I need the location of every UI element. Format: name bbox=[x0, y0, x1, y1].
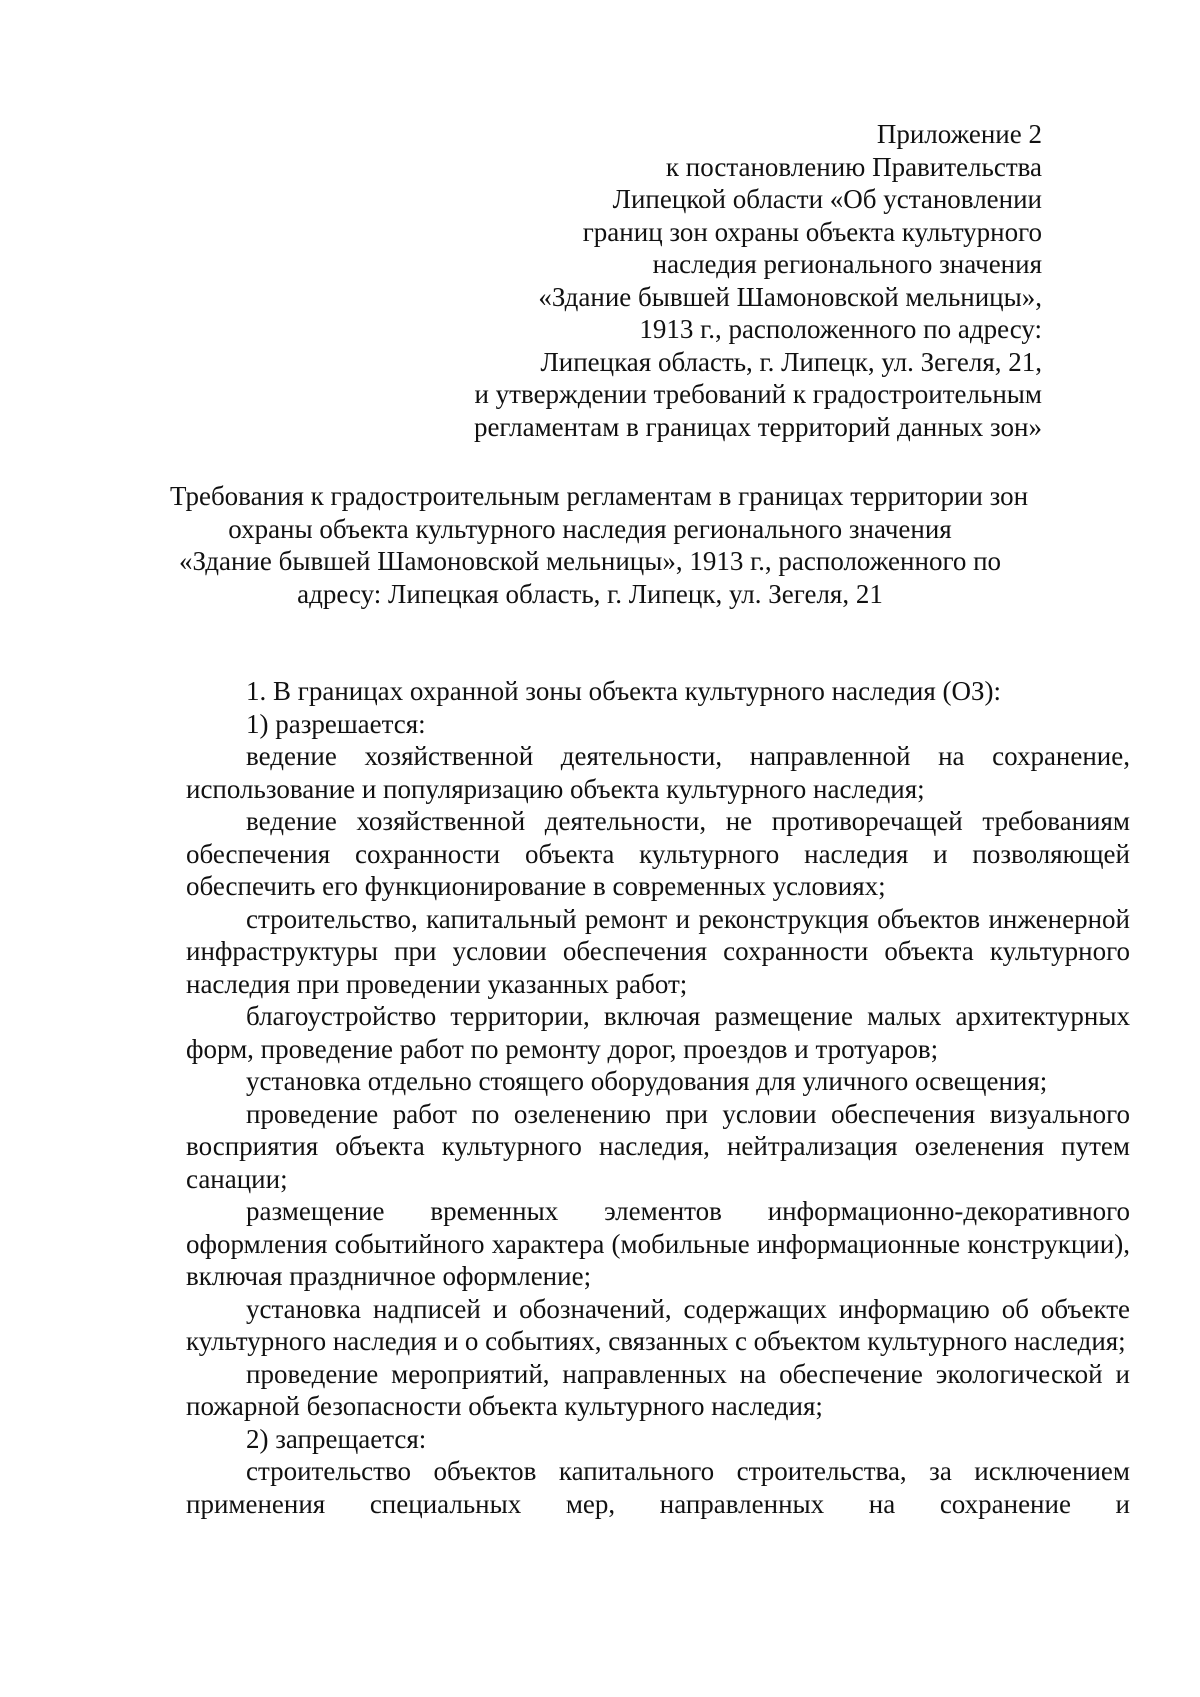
document-body bbox=[186, 675, 1130, 1520]
forbidden-heading: 2) запрещается: bbox=[246, 1423, 427, 1454]
title-line: охраны объекта культурного наследия регионального значения bbox=[228, 513, 952, 544]
allowed-item: размещение временных элементов информационно-декоративного оформления событийного характера (мобильные информационные конструкции), включая праздничное оформление; bbox=[186, 1196, 1130, 1291]
allowed-item: строительство, капитальный ремонт и реконструкция объектов инженерной инфраструктуры при условии обеспечения сохранности объекта культурного наследия при проведении указанных работ; bbox=[186, 903, 1130, 999]
appendix-line: «Здание бывшей Шамоновской мельницы», bbox=[538, 281, 1042, 312]
allowed-item: ведение хозяйственной деятельности, направленной на сохранение, использование и популяризацию объекта культурного наследия; bbox=[186, 741, 1130, 804]
allowed-item: проведение работ по озеленению при условии обеспечения визуального восприятия объекта культурного наследия, нейтрализация озеленения путем санации; bbox=[186, 1098, 1130, 1194]
appendix-line: границ зон охраны объекта культурного bbox=[582, 216, 1042, 247]
title-line: адресу: Липецкая область, г. Липецк, ул. Зегеля, 21 bbox=[297, 578, 883, 609]
title-line: «Здание бывшей Шамоновской мельницы», 1913 г., расположенного по bbox=[178, 546, 1002, 576]
document-title bbox=[170, 480, 1029, 610]
allowed-item: установка надписей и обозначений, содержащих информацию об объекте культурного наследия и о событиях, связанных с объектом культурного наследия; bbox=[186, 1293, 1130, 1356]
appendix-line: к постановлению Правительства bbox=[665, 151, 1042, 182]
allowed-item: проведение мероприятий, направленных на обеспечение экологической и пожарной безопасности объекта культурного наследия; bbox=[186, 1358, 1130, 1421]
appendix-line: и утверждении требований к градостроительным bbox=[474, 379, 1042, 409]
section-heading: 1. В границах охранной зоны объекта культурного наследия (ОЗ): bbox=[246, 676, 1002, 706]
allowed-item: благоустройство территории, включая размещение малых архитектурных форм, проведение работ по ремонту дорог, проездов и тротуаров; bbox=[186, 1001, 1130, 1064]
appendix-line: Приложение 2 bbox=[876, 119, 1042, 149]
appendix-header bbox=[474, 118, 1042, 443]
allowed-heading: 1) разрешается: bbox=[246, 708, 426, 739]
title-line: Требования к градостроительным регламентам в границах территории зон bbox=[170, 481, 1029, 511]
forbidden-item: строительство объектов капитального строительства, за исключением применения специальных мер, направленных на сохранение и bbox=[186, 1456, 1130, 1519]
appendix-line: 1913 г., расположенного по адресу: bbox=[639, 314, 1042, 344]
appendix-line: Липецкой области «Об установлении bbox=[612, 184, 1042, 214]
allowed-item: ведение хозяйственной деятельности, не противоречащей требованиям обеспечения сохранности объекта культурного наследия и позволяющей обеспечить его функционирование в современных условиях; bbox=[186, 806, 1130, 901]
appendix-line: Липецкая область, г. Липецк, ул. Зегеля, 21, bbox=[540, 346, 1042, 377]
appendix-line: регламентам в границах территорий данных зон» bbox=[473, 411, 1042, 442]
appendix-line: наследия регионального значения bbox=[652, 249, 1042, 279]
allowed-item: установка отдельно стоящего оборудования для уличного освещения; bbox=[246, 1066, 1048, 1096]
